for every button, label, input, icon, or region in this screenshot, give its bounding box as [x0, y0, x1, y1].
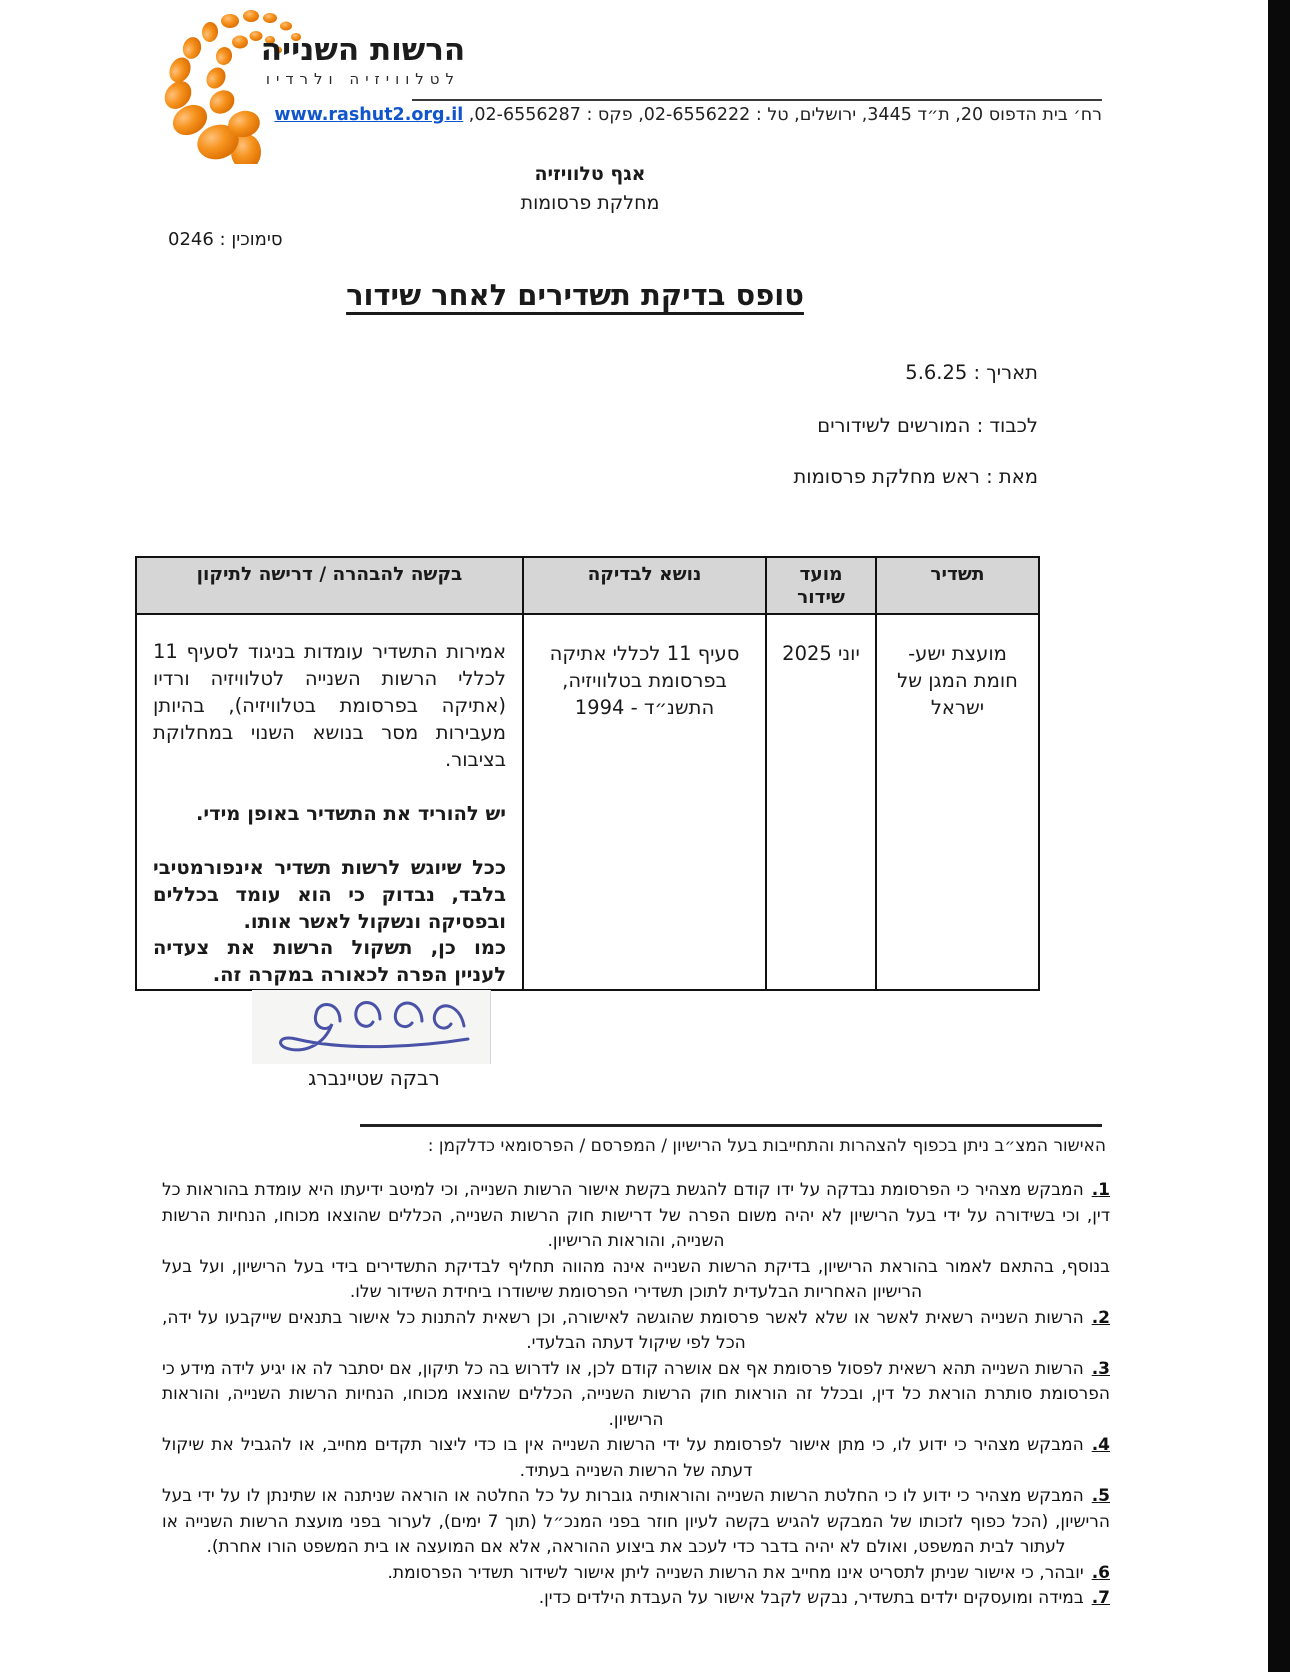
col-header-request: בקשה להבהרה / דרישה לתיקון	[136, 557, 523, 614]
item-number: 4.	[1091, 1435, 1110, 1455]
legal-item-text: הרשות השנייה תהא רשאית לפסול פרסומת אף אם אושרה קודם לכן, או לדרוש בה כל תיקון, אם יסתבר לה או יגיע לידה מידע כי הפרסומת סותרת הוראת כל דין, ובכלל זה הוראות חוק הרשות השנייה, הכללים שהוצאו מכוחו, הנחיות הרשות השנייה, והוראות הרישיון.	[162, 1358, 1110, 1430]
col-header-ad: תשדיר	[876, 557, 1039, 614]
legal-item-text: המבקש מצהיר כי הפרסומת נבדקה על ידו קודם להגשת בקשת אישור הרשות השנייה, וכי למיטב ידיעתו היא עומדת בהוראות כל דין, וכי בשידורה על ידי בעל הרישיון לא יהיה משום הפרה של דרישות חוק הרשות השנייה, הכללים שהוצאו מכוחו, הנחיות הרשות השנייה, והוראות הרישיון.	[162, 1180, 1110, 1251]
legal-item-4	[162, 1433, 1110, 1484]
website-link[interactable]: www.rashut2.org.il	[274, 105, 464, 125]
contact-line	[270, 105, 1102, 125]
item-number: 7.	[1091, 1588, 1110, 1608]
request-paragraph: אמירות התשדיר עומדות בניגוד לסעיף 11 לכללי הרשות השנייה לטלוויזיה ורדיו (אתיקה בפרסומת בטלוויזיה), בהיותן מעבירות מסר בנושא השנוי במחלוקת בציבור.	[153, 640, 506, 771]
header-divider	[412, 99, 1102, 101]
legal-item-6	[162, 1561, 1110, 1587]
legal-divider	[360, 1124, 1102, 1127]
signature-box	[252, 990, 491, 1064]
rashut2-logo	[126, 4, 486, 164]
division-block	[0, 160, 1180, 217]
legal-item-2	[162, 1306, 1110, 1357]
legal-item-1	[162, 1178, 1110, 1255]
request-paragraph: יש להוריד את התשדיר באופן מידי.	[195, 801, 506, 825]
legal-item-3	[162, 1357, 1110, 1434]
legal-item-text: המבקש מצהיר כי ידוע לו כי החלטת הרשות השנייה והוראותיה גוברות על כל החלטה או הוראה שניתנה או שתינתן לו על ידי בעל הרישיון, (הכל כפוף לזכותו של המבקש להגיש בקשה לעיון חוזר בפני המנכ״ל (תוך 7 ימים), לערור בפני מועצת הרשות השנייה או לעתור לבית המשפט, ואולם לא יהיה בדבר כדי לעכב את ביצוע ההוראה, אלא אם המועצה או בית המשפט הורו אחרת).	[162, 1486, 1110, 1557]
signature-scribble-icon	[252, 990, 490, 1064]
signatory-name: רבקה שטיינברג	[308, 1066, 440, 1090]
col-header-broadcast-date: מועד שידור	[766, 557, 876, 614]
logo-subtitle: לטלוויזיה ולרדיו	[265, 69, 461, 88]
legal-item-5	[162, 1484, 1110, 1561]
legal-item-1-cont: בנוסף, בהתאם לאמור בהוראת הרישיון, בדיקת הרשות השנייה אינה מהווה תחליף לבדיקת התשדירים בידי בעל הרישיון, ועל בעל הרישיון האחריות הבלעדית לתוכן תשדירי הפרסומת שישודרו ביחידת השידור שלו.	[162, 1256, 1110, 1302]
logo-text	[248, 34, 478, 88]
item-number: 5.	[1091, 1486, 1110, 1506]
ad-name-cell: מועצת ישע- חומת המגן של ישראל	[876, 614, 1039, 990]
table-row	[136, 614, 1039, 990]
sender-line: מאת : ראש מחלקת פרסומות	[793, 465, 1038, 488]
date-line: תאריך : 5.6.25	[905, 361, 1038, 384]
page-title: טופס בדיקת תשדירים לאחר שידור	[346, 278, 804, 312]
legal-intro: האישור המצ״ב ניתן בכפוף להצהרות והתחייבות בעל הרישיון / המפרסם / הפרסומאי כדלקמן :	[427, 1136, 1106, 1156]
division-name: אגף טלוויזיה	[534, 163, 646, 185]
addressee-line: לכבוד : המורשים לשידורים	[817, 414, 1038, 437]
item-number: 2.	[1091, 1307, 1110, 1328]
request-paragraph: כמו כן, תשקול הרשות את צעדיה לעניין הפרה לכאורה במקרה זה.	[153, 936, 506, 987]
legal-terms-list	[162, 1178, 1110, 1612]
item-number: 3.	[1091, 1358, 1110, 1379]
legal-item-text: יובהר, כי אישור שניתן לתסריט אינו מחייב את הרשות השנייה ליתן אישור לשידור תשדיר הפרסומת.	[387, 1562, 1084, 1583]
request-cell	[136, 614, 523, 990]
item-number: 1.	[1091, 1180, 1110, 1200]
logo-title: הרשות השנייה	[260, 32, 466, 68]
legal-item-7	[162, 1586, 1110, 1612]
reference-number: סימוכין : 0246	[168, 229, 283, 250]
legal-item-text: במידה ומועסקים ילדים בתשדיר, נבקש לקבל אישור על העבדת הילדים כדין.	[538, 1588, 1084, 1608]
department-name: מחלקת פרסומות	[520, 191, 660, 214]
request-paragraph: ככל שיוגש לרשות תשדיר אינפורמטיבי בלבד, נבדוק כי הוא עומד בכללים ובפסיקה ונשקול לאשר אותו.	[153, 855, 506, 933]
col-header-subject: נושא לבדיקה	[523, 557, 766, 614]
legal-item-text: הרשות השנייה רשאית לאשר או שלא לאשר פרסומת שהוגשה לאישורה, וכן רשאית להתנות כל אישור בתנאים שייקבעו על ידה, הכל לפי שיקול דעתה הבלעדי.	[162, 1307, 1084, 1353]
broadcast-check-table	[135, 556, 1040, 991]
subject-cell: סעיף 11 לכללי אתיקה בפרסומת בטלוויזיה, התשנ״ד - 1994	[523, 614, 766, 990]
item-number: 6.	[1091, 1562, 1110, 1583]
table-header-row	[136, 557, 1039, 614]
legal-item-text: המבקש מצהיר כי ידוע לו, כי מתן אישור לפרסומת על ידי הרשות השנייה אין בו כדי ליצור תקדים מחייב, או להגביל את שיקול דעתה של הרשות השנייה בעתיד.	[162, 1435, 1084, 1481]
broadcast-date-cell: יוני 2025	[766, 614, 876, 990]
address-text: רח׳ בית הדפוס 20, ת״ד 3445, ירושלים, טל : 02-6556222, פקס : 02-6556287,	[468, 105, 1102, 125]
